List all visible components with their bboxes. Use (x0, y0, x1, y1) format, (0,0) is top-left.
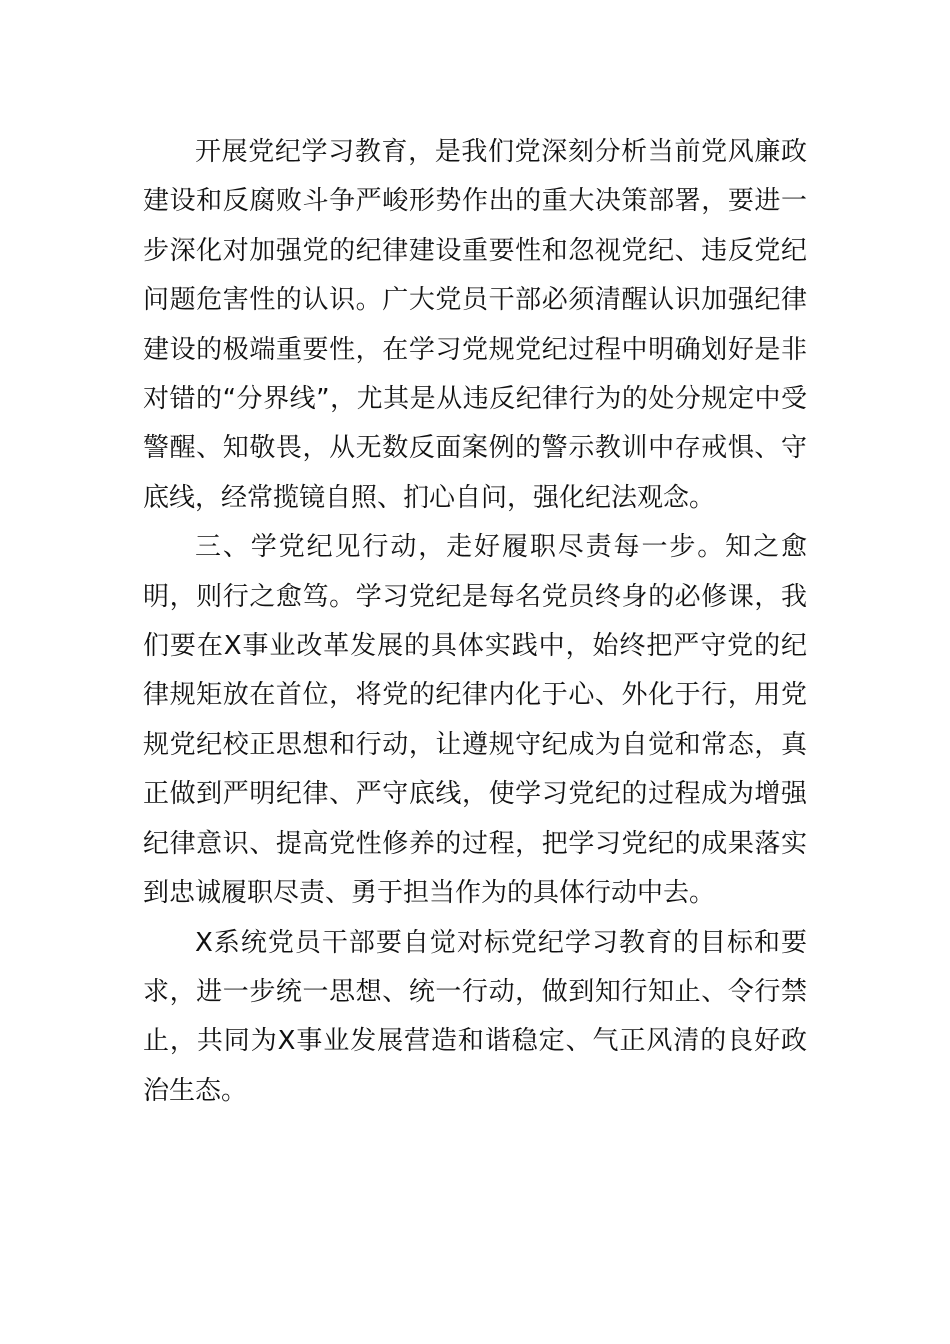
paragraph-discipline-education: 开展党纪学习教育，是我们党深刻分析当前党风廉政建设和反腐败斗争严峻形势作出的重大决策部署，要进一步深化对加强党的纪律建设重要性和忽视党纪、违反党纪问题危害性的认识。广大党员干部必须清醒认识加强纪律建设的极端重要性，在学习党规党纪过程中明确划好是非对错的“分界线”，尤其是从违反纪律行为的处分规定中受警醒、知敬畏，从无数反面案例的警示教训中存戒惧、守底线，经常揽镜自照、扪心自问，强化纪法观念。 (143, 137, 807, 513)
paragraph-conclusion: X系统党员干部要自觉对标党纪学习教育的目标和要求，进一步统一思想、统一行动，做到知行知止、令行禁止，共同为X事业发展营造和谐稳定、气正风清的良好政治生态。 (143, 927, 807, 1106)
paragraph-section-three: 三、学党纪见行动，走好履职尽责每一步。知之愈明，则行之愈笃。学习党纪是每名党员终身的必修课，我们要在X事业改革发展的具体实践中，始终把严守党的纪律规矩放在首位，将党的纪律内化于心、外化于行，用党规党纪校正思想和行动，让遵规守纪成为自觉和常态，真正做到严明纪律、严守底线，使学习党纪的过程成为增强纪律意识、提高党性修养的过程，把学习党纪的成果落实到忠诚履职尽责、勇于担当作为的具体行动中去。 (143, 532, 807, 909)
document-body (143, 128, 807, 1116)
